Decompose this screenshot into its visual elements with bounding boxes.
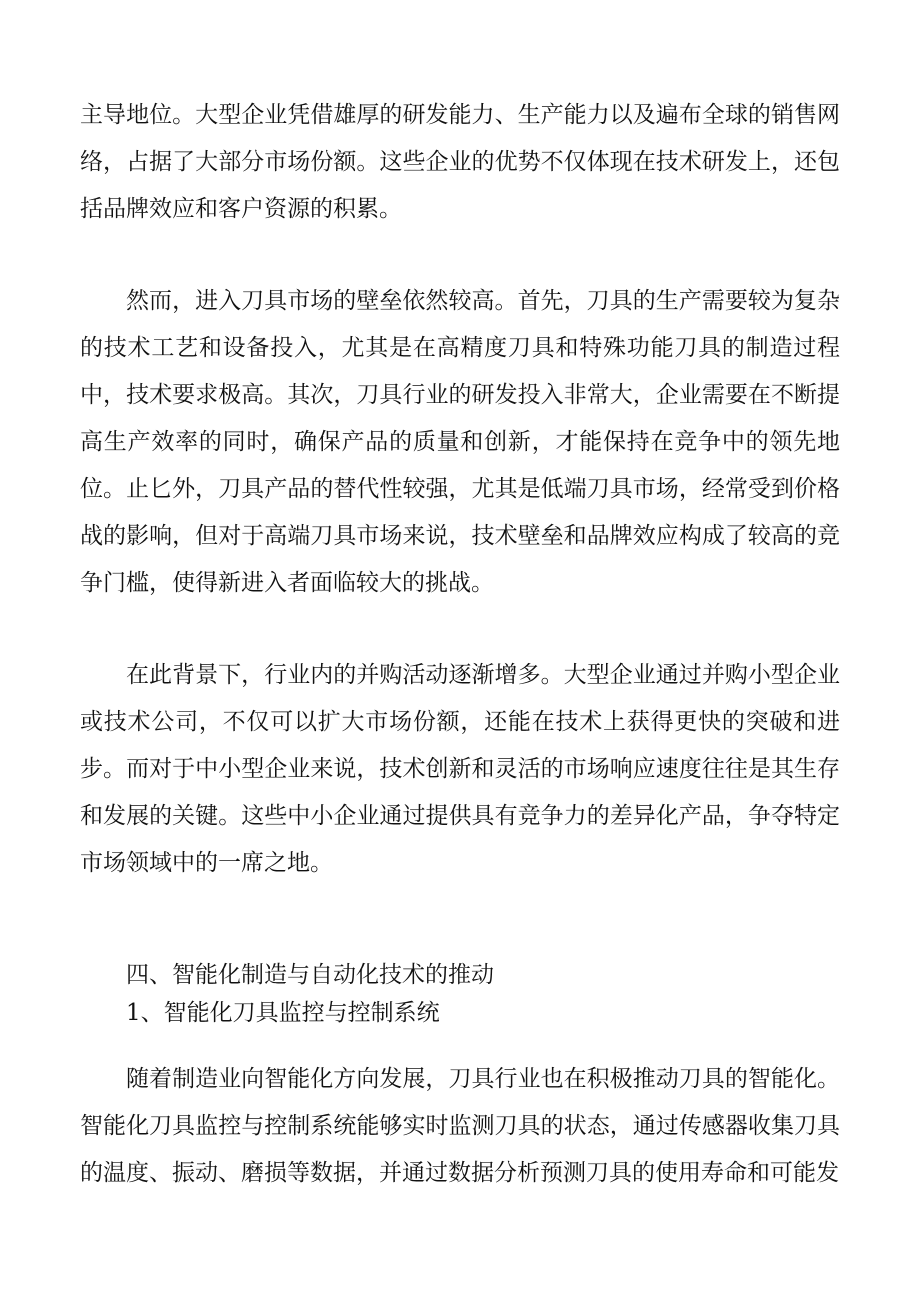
paragraph-intelligent-monitoring: 随着制造业向智能化方向发展，刀具行业也在积极推动刀具的智能化。智能化刀具监控与控制系统能够实时监测刀具的状态，通过传感器收集刀具的温度、振动、磨损等数据，并通过数据分析预测刀具的使用寿命和可能发 — [80, 1066, 840, 1186]
paragraph-market-leadership: 主导地位。大型企业凭借雄厚的研发能力、生产能力以及遍布全球的销售网络，占据了大部分市场份额。这些企业的优势不仅体现在技术研发上，还包括品牌效应和客户资源的积累。 — [80, 102, 840, 222]
section-heading: 四、智能化制造与自动化技术的推动 — [126, 962, 494, 988]
paragraph-entry-barriers: 然而，进入刀具市场的壁垒依然较高。首先，刀具的生产需要较为复杂的技术工艺和设备投入，尤其是在高精度刀具和特殊功能刀具的制造过程中，技术要求极高。其次，刀具行业的研发投入非常大，企业需要在不断提高生产效率的同时，确保产品的质量和创新，才能保持在竞争中的领先地位。止匕外，刀具产品的替代性较强，尤其是低端刀具市场，经常受到价格战的影响，但对于高端刀具市场来说，技术壁垒和品牌效应构成了较高的竞争门槛，使得新进入者面临较大的挑战。 — [80, 288, 840, 596]
paragraph-mergers: 在此背景下，行业内的并购活动逐渐增多。大型企业通过并购小型企业或技术公司，不仅可以扩大市场份额，还能在技术上获得更快的突破和进步。而对于中小型企业来说，技术创新和灵活的市场响应速度往往是其生存和发展的关键。这些中小企业通过提供具有竞争力的差异化产品，争夺特定市场领域中的一席之地。 — [80, 662, 840, 876]
subsection-heading: 1、智能化刀具监控与控制系统 — [126, 1000, 440, 1026]
